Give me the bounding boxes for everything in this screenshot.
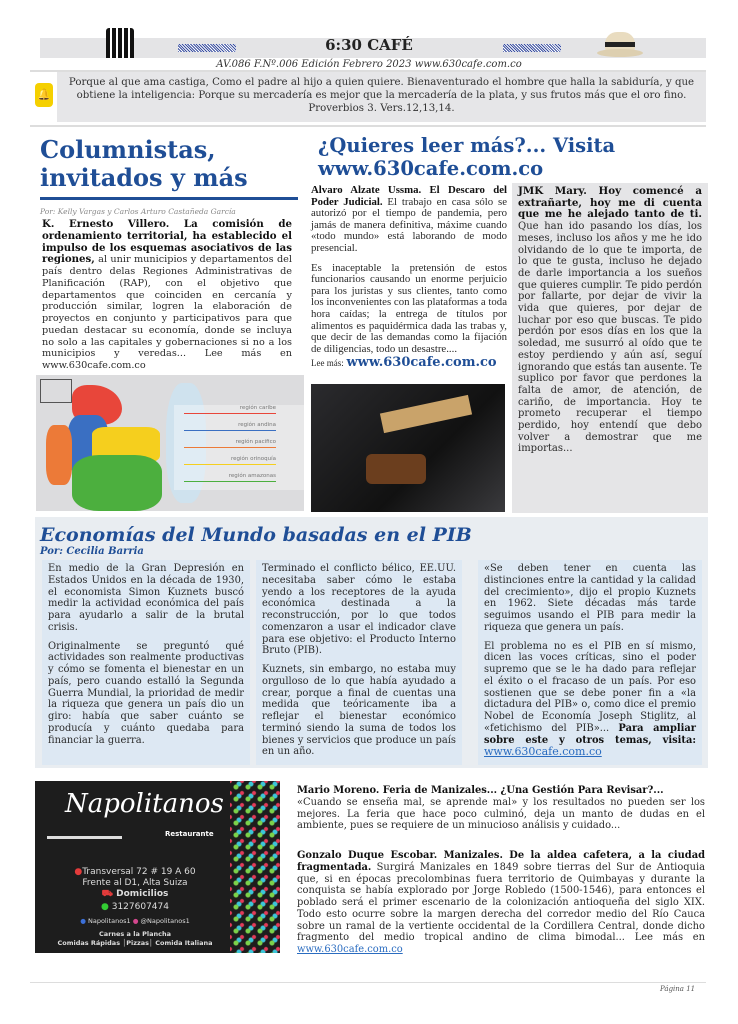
- facebook-icon: ●: [80, 917, 88, 925]
- bold-callout: Para ampliar sobre este y otros temas, visita:: [484, 722, 696, 746]
- paragraph: Originalmente se preguntó qué actividades son realmente productivas y cómo se fomenta el bienestar en un país, pero cuando estalló la Segunda Guerra Mundial, la prioridad de medir la riqueza que genera un país dio un giro: había que saber cuánto se producía y cuánto quedaba para financiar la guerra.: [48, 640, 244, 746]
- article-lead: Alvaro Alzate Ussma. El Descaro del Poder Judicial.: [311, 184, 507, 208]
- bell-icon: 🔔: [35, 83, 53, 107]
- map-legend-item: región pacifico: [184, 439, 276, 448]
- title-line: Columnistas,: [40, 135, 216, 164]
- ad-brand: Napolitanos: [65, 789, 224, 819]
- paragraph: En medio de la Gran Depresión en Estados Unidos en la década de 1930, el economista Simon Kuznets buscó medir la actividad económica del país para ayudarlo a salir de la brutal crisis.: [48, 563, 244, 633]
- ad-tagline: Restaurante: [165, 830, 214, 838]
- divider: [30, 125, 706, 127]
- map-legend-item: región orinoquía: [184, 456, 276, 465]
- judge-gavel-photo: [311, 384, 505, 512]
- ad-delivery: Domicilios: [116, 889, 169, 899]
- colombia-regions-map: [36, 375, 304, 511]
- title-underline: [40, 197, 298, 200]
- ad-address: Frente al D1, Alta Suiza: [82, 878, 188, 888]
- article-body: Surgirá Manizales en 1849 sobre tierras del Sur de Antioquia que, si en épocas precolombinas fuera territorio de Quimbayas y durante la conquista se había explorado por Jorge Robledo (1500-1546), para entonces el poblado será el primer escenario de la colonización antioqueña del siglo XIX. Todo esto ocurre sobre la margen derecha del corredor medio del Río Cauca sobre un ramal de la vertiente occidental de la Cordillera Central, donde dicho fragmento del medio tropical andino de clima bimodal... Lee más en: [297, 861, 705, 944]
- visit-title: [318, 134, 615, 180]
- ad-menu: Carnes a la Plancha: [99, 930, 171, 938]
- article-duque: [297, 850, 705, 956]
- paragraph: Terminado el conflicto bélico, EE.UU. necesitaba saber cómo le estaba yendo a los receptores de la ayuda económica destinada a la reconstrucción, por lo que todos comenzaron a usar el indicador clave para ese objetivo: el Producto Interno Bruto (PIB).: [262, 563, 456, 657]
- instagram-icon: ●: [132, 917, 141, 925]
- website-link[interactable]: www.630cafe.com.co: [297, 944, 403, 955]
- article-moreno: [297, 785, 705, 832]
- article-lead: Mario Moreno. Feria de Manizales... ¿Una Gestión Para Revisar?...: [297, 785, 664, 796]
- economias-col-1: [42, 560, 250, 765]
- article-lead: Gonzalo Duque Escobar. Manizales. De la aldea cafetera, a la ciudad fragmentada.: [297, 850, 705, 873]
- paragraph: Kuznets, sin embargo, no estaba muy orgulloso de lo que había ayudado a crear, porque a final de cuentas una medida que teóricamente iba a reflejar el bienestar económico terminó siendo la suma de todos los bienes y servicios que produce un país en un año.: [262, 664, 456, 758]
- article-lead: JMK Mary. Hoy comencé a extrañarte, hoy me di cuenta que me he alejado tanto de ti.: [518, 185, 702, 221]
- map-legend-item: región amazonas: [184, 473, 276, 482]
- ad-phone: 3127607474: [111, 902, 169, 912]
- ad-facebook: Napolitanos1: [87, 917, 131, 925]
- article-alzate: [311, 185, 507, 370]
- article-body: Que han ido pasando los días, los meses, incluso los años y me he ido olvidando de lo que te importa, de lo que te gusta, incluso he dejado de darle importancia a los sueños que quieres cumplir. Te pido perdón por fallarte, por dejar de vivir la vida que quieres, por dejar de luchar por eso que buscas. Te pido perdón por esos días en los que la soledad, me susurró al oído que te estoy perdiendo y aún así, seguí ignorando que estás tan ausente. Te suplico por favor que perdones la falta de amor, de atención, de cariño, de importancia. Hoy te prometo recuperar el tiempo perdido, hoy entendí que debo volver a demostrar que me importas...: [518, 221, 702, 455]
- economias-title: Economías del Mundo basadas en el PIB: [40, 524, 472, 546]
- whatsapp-icon: ●: [101, 902, 112, 912]
- footer-divider: [30, 982, 706, 983]
- map-legend-item: región caribe: [184, 405, 276, 414]
- paragraph: El problema no es el PIB en sí mismo, dicen las voces críticas, sino el poder supremo que se le ha dado para reflejar el éxito o el fracaso de un país. Por eso sostienen que se debe poner fin a «la dictadura del PIB» o, como dice el premio Nobel de Economía Joseph Stiglitz, al «fetichismo del PIB»...: [484, 640, 696, 734]
- location-pin-icon: ●: [74, 867, 83, 877]
- title-line: ¿Quieres leer más?... Visita: [318, 134, 616, 157]
- title-line: invitados y más: [40, 163, 248, 192]
- economias-col-2: [256, 560, 462, 765]
- article-body: Es inaceptable la pretensión de estos funcionarios causando un enorme perjuicio para los juristas y sus clientes, tanto como los inconvenientes con las plataformas a toda hora caídas; la entrega de títulos por alimentos es paquidérmica dada las trabas y, que decir de las demandas como la fijación de diligencias, todo un desastre....: [311, 261, 507, 355]
- article-body: El trabajo en casa sólo se autorizó por el tiempo de pandemia, pero jamás de manera definitiva, máxime cuando «todo mundo» está laborando de modo presencial.: [311, 195, 507, 254]
- paragraph: «Se deben tener en cuenta las distinciones entre la cantidad y la calidad del crecimiento», dijo el propio Kuznets en 1962. Siete décadas más tarde seguimos usando el PIB para medir la riqueza que genera un país.: [484, 563, 696, 633]
- edition-line: AV.086 F.Nº.006 Edición Febrero 2023 www.630cafe.com.co: [216, 59, 522, 70]
- read-more-label: Lee más:: [311, 358, 344, 369]
- article-mary: [512, 183, 708, 513]
- website-link[interactable]: www.630cafe.com.co: [484, 745, 602, 759]
- article-body: al unir municipios y departamentos del país dentro delas Regiones Administrativas de Planificación (RAP), con el objetivo que departamentos que coinciden en cercanía y producción similar, logren la elaboración de proyectos en conjunto y participativos para que puedan destacar su economía, donde se incluya no solo a las capitales y gobernaciones si no a los municipios y veredas... Lee más en www.630cafe.com.co: [42, 254, 292, 371]
- economias-col-3: [478, 560, 702, 765]
- read-more-link[interactable]: www.630cafe.com.co: [346, 355, 497, 371]
- ad-menu: Comidas Rápidas │Pizzas│ Comida Italiana: [57, 939, 213, 947]
- newspaper-title: 6:30 CAFÉ: [325, 36, 413, 54]
- ad-address: Transversal 72 # 19 A 60: [82, 867, 196, 877]
- article-villero: [42, 219, 292, 372]
- article-body: «Cuando se enseña mal, se aprende mal» y los resultados no pueden ser los mejores. La feria que hace poco culminó, deja un manto de dudas en el ambiente, pues se requiere de un minucioso análisis y cuidado...: [297, 796, 705, 832]
- map-legend-item: región andina: [184, 422, 276, 431]
- hat-icon: [597, 32, 643, 58]
- ad-instagram: @Napolitanos1: [140, 917, 190, 925]
- byline: Por: Kelly Vargas y Carlos Arturo Castañeda García: [40, 207, 236, 216]
- economias-byline: Por: Cecilia Barria: [40, 546, 144, 557]
- bible-quote: Porque al que ama castiga, Como el padre al hijo a quien quiere. Bienaventurado el hombre que halla la sabiduría, y que obtiene la inteligencia: Porque su mercadería es mejor que la mercadería de la plata, y sus frutos más que el oro fino. Proverbios 3. Vers.12,13,14.: [57, 72, 706, 122]
- fork-icon: [47, 836, 122, 839]
- decorative-pattern: [230, 781, 280, 953]
- article-lead: K. Ernesto Villero. La comisión de ordenamiento territorial, ha establecido el impulso de los esquemas asociativos de las regiones,: [42, 218, 292, 266]
- section-title: [40, 136, 248, 192]
- page-number: Página 11: [660, 985, 696, 993]
- title-line: www.630cafe.com.co: [318, 157, 544, 180]
- scooter-icon: ⛟: [101, 889, 117, 899]
- napolitanos-ad: [35, 781, 280, 953]
